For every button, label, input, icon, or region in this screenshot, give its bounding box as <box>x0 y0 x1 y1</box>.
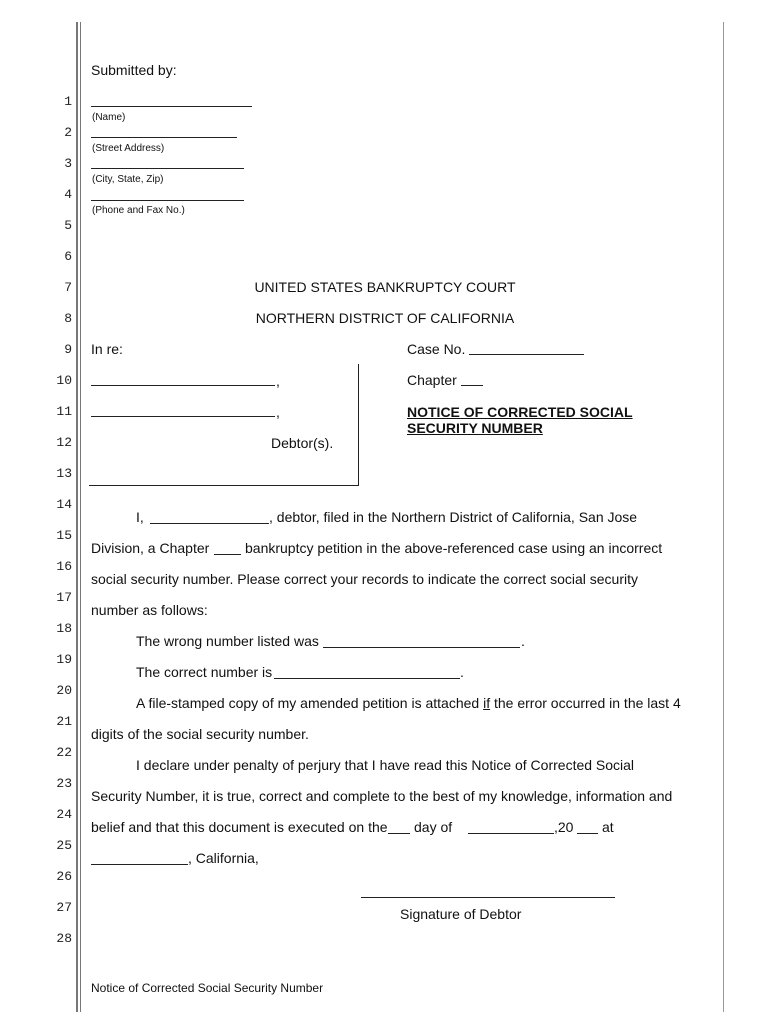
line-number: 12 <box>56 435 72 450</box>
correct-number-field[interactable] <box>274 678 460 679</box>
correct-number-label: The correct number is <box>136 664 273 680</box>
line-number: 27 <box>56 900 72 915</box>
caption-divider-vertical <box>358 364 359 486</box>
body-text: social security number. Please correct your records to indicate the correct social security <box>91 571 639 587</box>
phone-field-line[interactable] <box>91 200 244 201</box>
debtors-label: Debtor(s). <box>271 435 334 451</box>
line-number: 4 <box>64 187 72 202</box>
case-number-field[interactable] <box>469 354 584 355</box>
body-text: belief and that this document is executed on the <box>91 819 388 835</box>
line-number: 3 <box>64 156 72 171</box>
line-number: 28 <box>56 931 72 946</box>
street-label: (Street Address) <box>92 143 165 154</box>
line-number: 2 <box>64 125 72 140</box>
line-number: 7 <box>64 280 72 295</box>
line-number: 20 <box>56 683 72 698</box>
line-number: 17 <box>56 590 72 605</box>
chapter-field[interactable] <box>461 385 483 386</box>
debtor-name-line-1[interactable] <box>91 385 275 386</box>
period: . <box>460 664 464 680</box>
body-text: , California, <box>188 850 259 866</box>
year-field[interactable] <box>577 833 598 834</box>
city-label: (City, State, Zip) <box>92 174 164 185</box>
line-number: 22 <box>56 745 72 760</box>
notice-title-line-2: SECURITY NUMBER <box>407 420 543 436</box>
chapter-label: Chapter <box>407 372 457 388</box>
left-margin-rule-outer <box>76 22 78 1012</box>
body-text: at <box>602 819 614 835</box>
body-text: day of <box>414 819 453 835</box>
month-field[interactable] <box>468 833 554 834</box>
if-emphasis: if <box>483 695 491 711</box>
footer-text: Notice of Corrected Social Security Number <box>91 981 324 995</box>
body-text: number as follows: <box>91 602 208 618</box>
day-field[interactable] <box>388 833 410 834</box>
body-text: Division, a Chapter <box>91 540 210 556</box>
city-fill-field[interactable] <box>91 864 188 865</box>
street-field-line[interactable] <box>91 137 237 138</box>
caption-divider-horizontal <box>89 485 359 486</box>
line-number: 21 <box>56 714 72 729</box>
chapter-fill-line[interactable] <box>214 554 241 555</box>
debtor-fill-line[interactable] <box>150 523 269 524</box>
body-text-segment: A file-stamped copy of my amended petition is attached <box>136 695 484 711</box>
comma: , <box>276 404 280 420</box>
body-text: digits of the social security number. <box>91 726 309 742</box>
line-number: 26 <box>56 869 72 884</box>
line-number: 10 <box>56 373 72 388</box>
notice-title-line-1: NOTICE OF CORRECTED SOCIAL <box>407 404 633 420</box>
phone-label: (Phone and Fax No.) <box>92 205 185 216</box>
name-field-line[interactable] <box>91 106 252 107</box>
signature-label: Signature of Debtor <box>400 906 522 922</box>
line-number: 19 <box>56 652 72 667</box>
line-number: 9 <box>64 342 72 357</box>
line-number: 25 <box>56 838 72 853</box>
case-number-label: Case No. <box>407 341 466 357</box>
line-number: 18 <box>56 621 72 636</box>
body-text: , debtor, filed in the Northern District of California, San Jose <box>269 509 638 525</box>
body-text: Security Number, it is true, correct and complete to the best of my knowledge, information and <box>91 788 673 804</box>
in-re-label: In re: <box>91 341 123 357</box>
court-name: UNITED STATES BANKRUPTCY COURT <box>254 279 516 295</box>
body-text: I, <box>136 509 144 525</box>
left-margin-rule-inner <box>80 22 81 1012</box>
submitted-by-label: Submitted by: <box>91 62 177 78</box>
line-number: 16 <box>56 559 72 574</box>
period: . <box>521 633 525 649</box>
right-margin-rule <box>723 22 724 1012</box>
line-number: 15 <box>56 528 72 543</box>
line-number: 14 <box>56 497 72 512</box>
line-number: 11 <box>56 404 72 419</box>
body-text: I declare under penalty of perjury that I have read this Notice of Corrected Social <box>136 757 635 773</box>
city-field-line[interactable] <box>91 168 244 169</box>
body-text: ,20 <box>554 819 574 835</box>
line-number: 8 <box>64 311 72 326</box>
line-number: 5 <box>64 218 72 233</box>
name-label: (Name) <box>92 112 126 123</box>
line-number: 6 <box>64 249 72 264</box>
line-number: 13 <box>56 466 72 481</box>
wrong-number-field[interactable] <box>323 647 520 648</box>
body-text: bankruptcy petition in the above-referenced case using an incorrect <box>245 540 663 556</box>
wrong-number-label: The wrong number listed was <box>136 633 319 649</box>
line-number: 24 <box>56 807 72 822</box>
signature-line[interactable] <box>361 897 615 898</box>
body-text <box>136 695 681 711</box>
court-district: NORTHERN DISTRICT OF CALIFORNIA <box>255 310 515 326</box>
comma: , <box>276 373 280 389</box>
body-text-segment: the error occurred in the last 4 <box>490 695 681 711</box>
line-number: 23 <box>56 776 72 791</box>
line-number: 1 <box>64 94 72 109</box>
debtor-name-line-2[interactable] <box>91 416 275 417</box>
